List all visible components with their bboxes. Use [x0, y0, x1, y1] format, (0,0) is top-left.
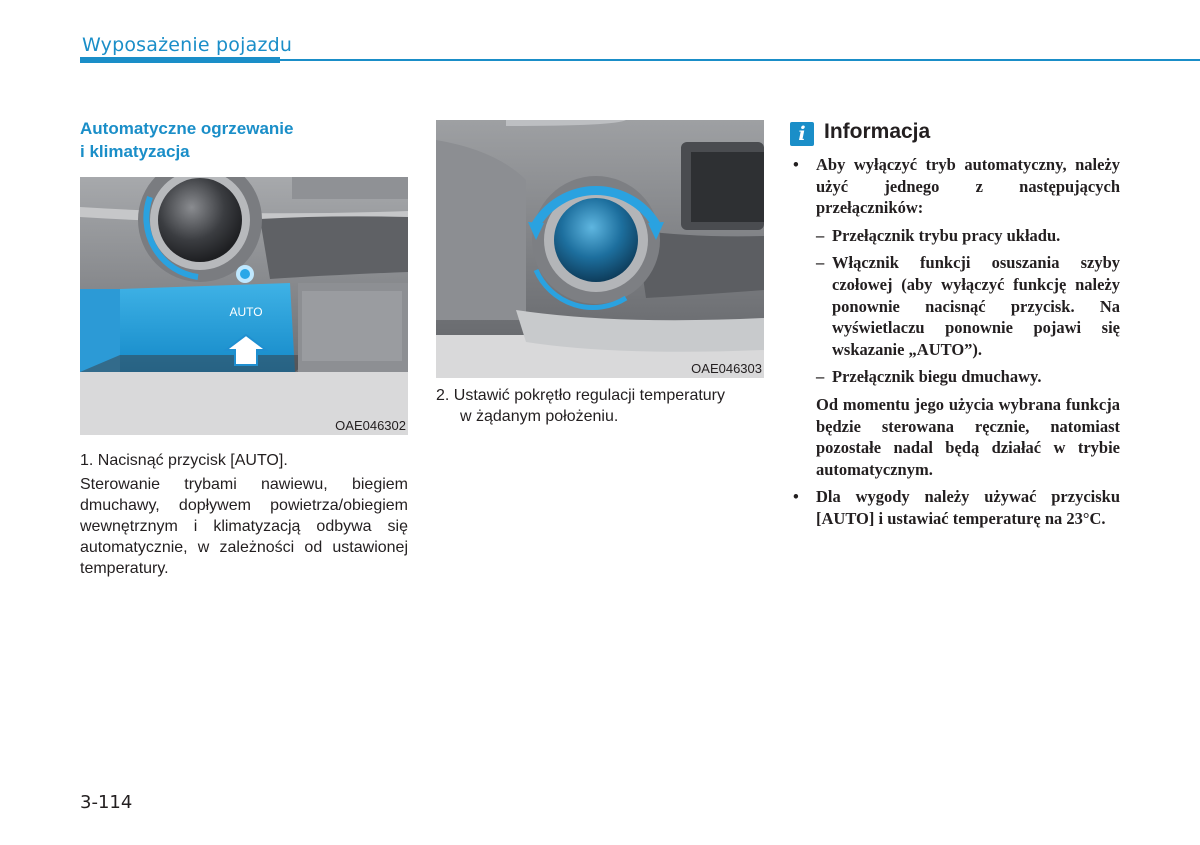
info-bullet-2: • Dla wygody należy używać przycisku [AUTO] i ustawiać temperaturę na 23°C.	[790, 486, 1120, 529]
page-number: 3-114	[80, 792, 133, 813]
temperature-knob-illustration	[436, 120, 764, 378]
info-dash-2: – Włącznik funkcji osuszania szyby czołowej (aby wyłączyć funkcję należy ponownie nacisnąć przycisk. Na wyświetlaczu ponownie pojawi się wskazanie „AUTO”).	[790, 252, 1120, 360]
section-heading	[80, 117, 380, 163]
figure-auto-button	[80, 177, 408, 435]
auto-button-illustration	[80, 177, 408, 435]
figure-temperature-knob	[436, 120, 764, 378]
info-dash-1: – Przełącznik trybu pracy układu.	[790, 225, 1120, 247]
section-heading-line1: Automatyczne ogrzewanie	[80, 119, 294, 138]
step-2-line1: 2. Ustawić pokrętło regulacji temperatury	[436, 387, 726, 404]
page-header	[80, 30, 1200, 66]
info-dash-3: – Przełącznik biegu dmuchawy.	[790, 366, 1120, 388]
figure-code: OAE046303	[691, 361, 762, 376]
info-title: Informacja	[824, 120, 931, 143]
header-accent-bar	[80, 57, 280, 63]
info-note: Od momentu jego użycia wybrana funkcja będzie sterowana ręcznie, natomiast pozostałe nadal będą działać w trybie automatycznym.	[816, 394, 1120, 479]
info-icon: i	[790, 122, 814, 146]
step-1: 1. Nacisnąć przycisk [AUTO].	[80, 452, 288, 469]
section-title: Wyposażenie pojazdu	[82, 34, 293, 56]
step-2	[436, 385, 764, 427]
auto-paragraph: Sterowanie trybami nawiewu, biegiem dmuchawy, dopływem powietrza/obiegiem wewnętrznym i klimatyzacją odbywa się automatycznie, w zależności od ustawionej temperatury.	[80, 476, 408, 577]
info-content	[790, 154, 1120, 536]
figure-code: OAE046302	[335, 418, 406, 433]
info-bullet-1: • Aby wyłączyć tryb automatyczny, należy użyć jednego z następujących przełączników:	[790, 154, 1120, 219]
step-2-line2: w żądanym położeniu.	[460, 408, 619, 425]
section-heading-line2: i klimatyzacja	[80, 142, 190, 161]
auto-button-label: AUTO	[229, 305, 263, 319]
